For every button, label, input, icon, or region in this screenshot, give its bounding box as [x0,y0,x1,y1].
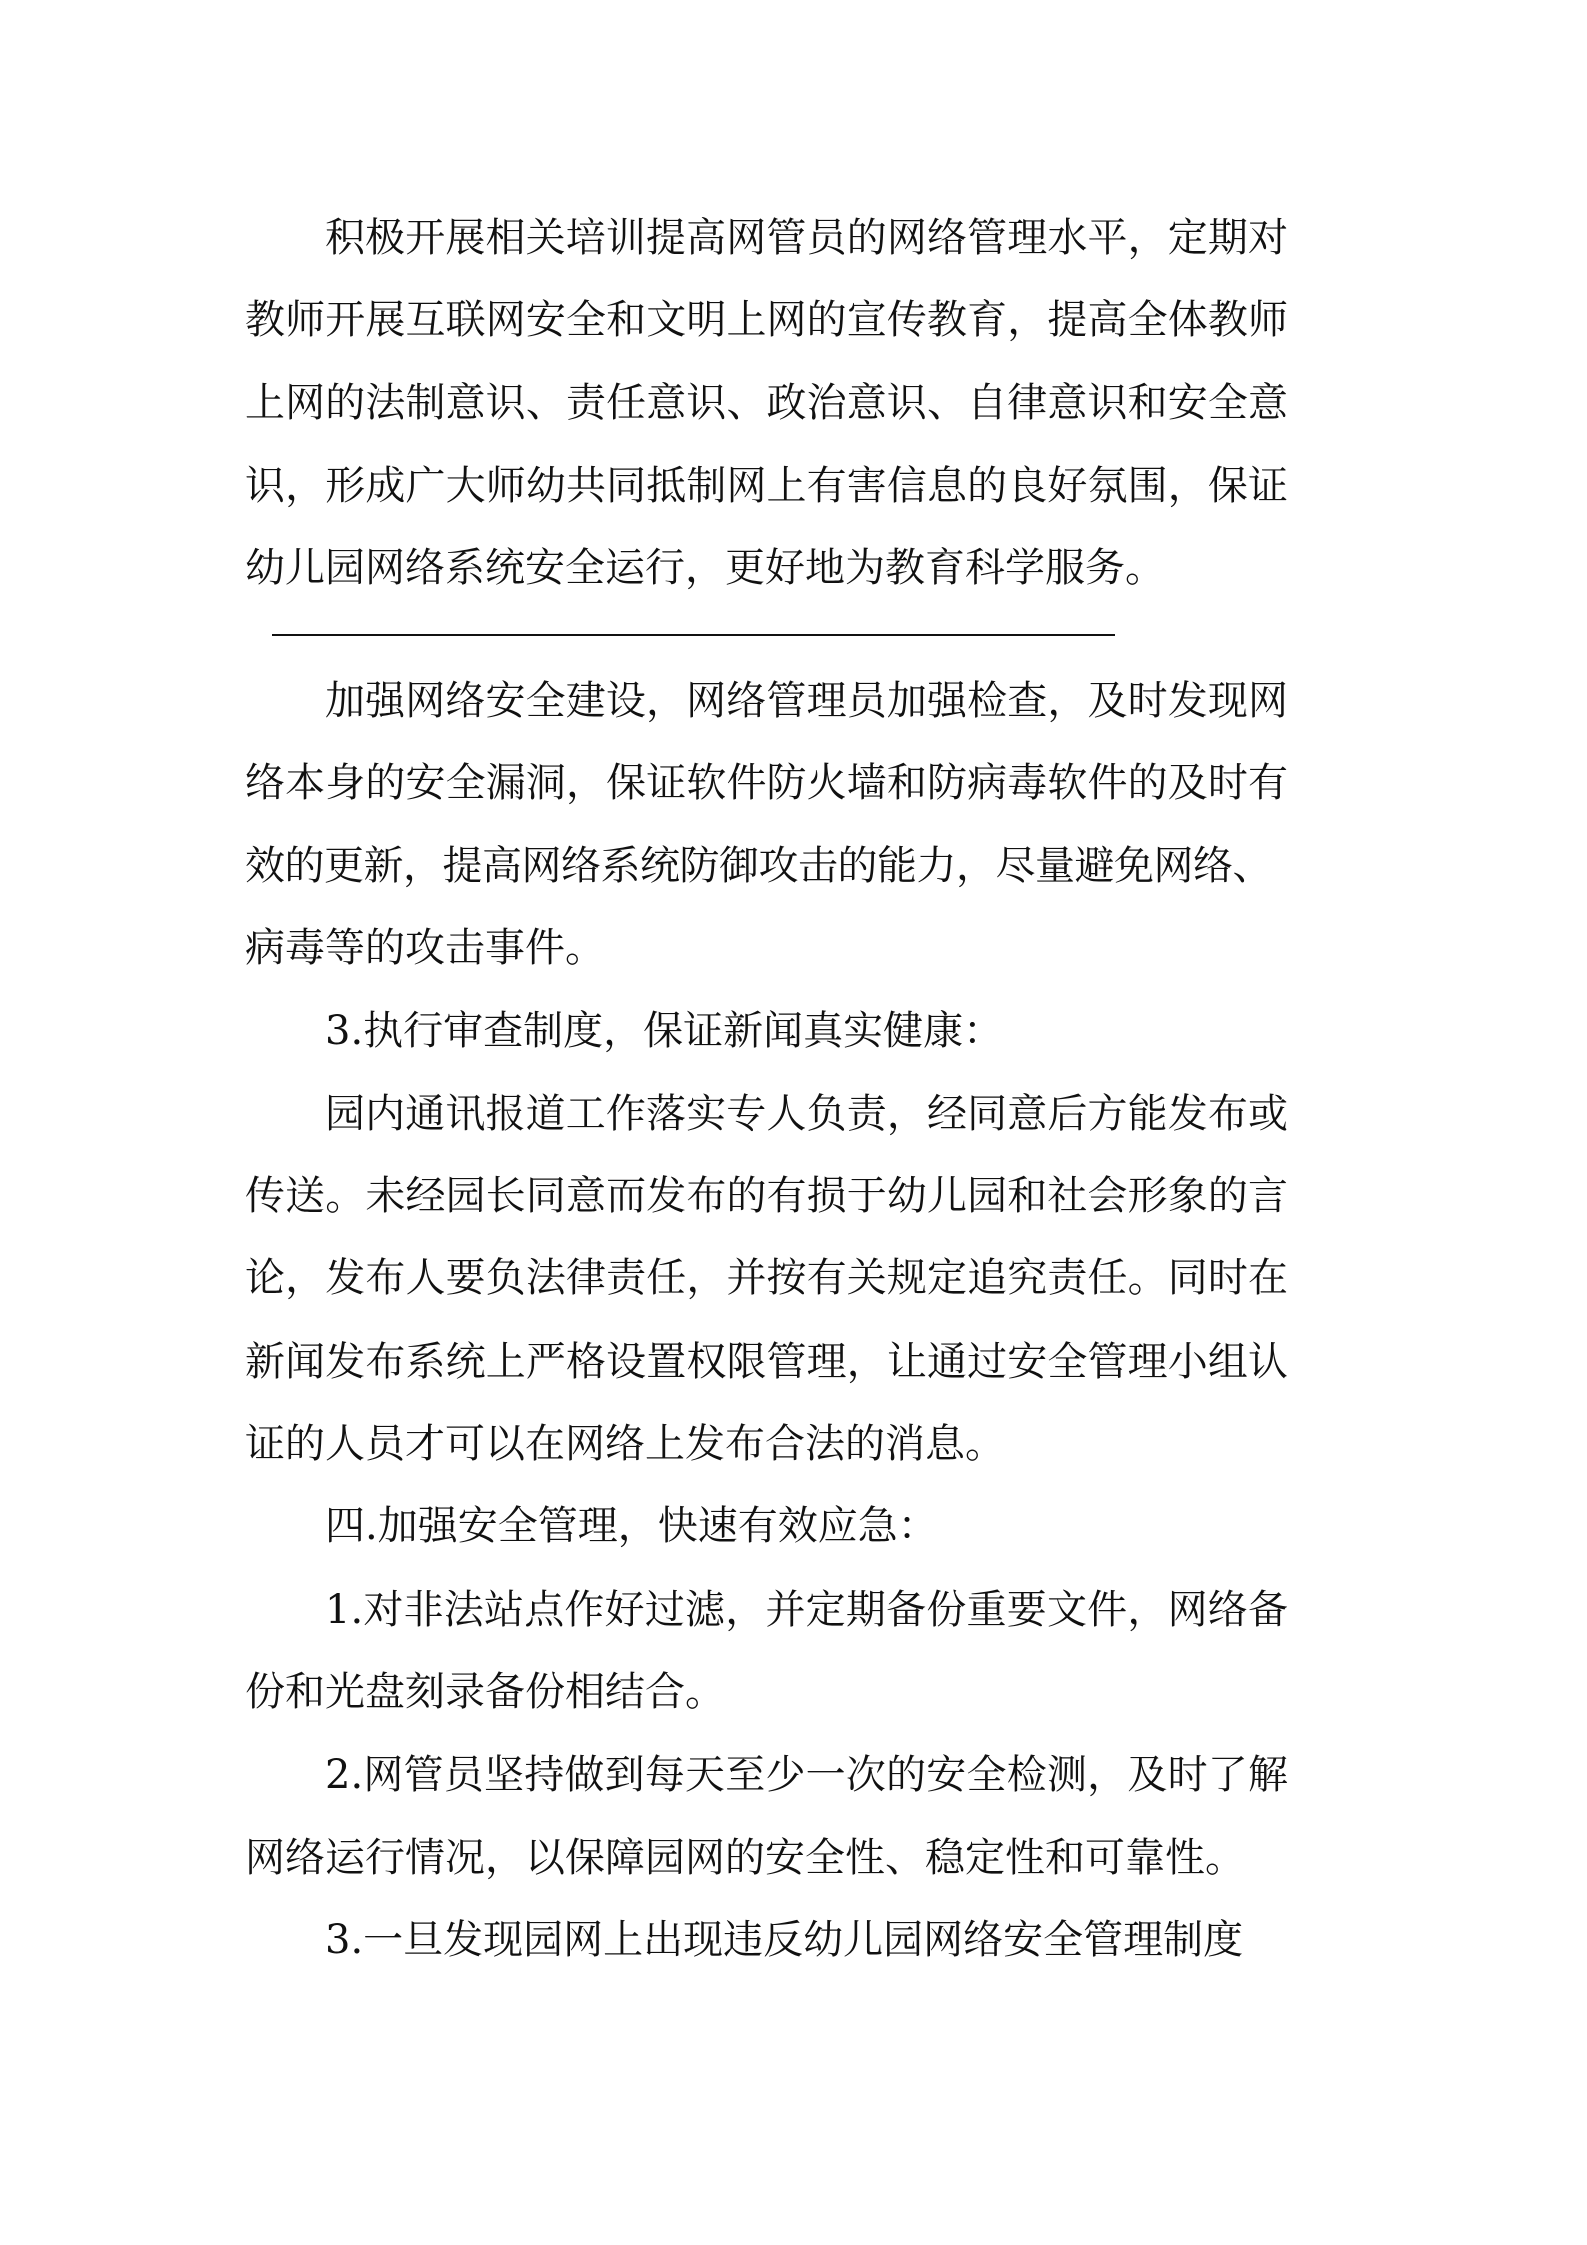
text-line: 网络运行情况，以保障园网的安全性、稳定性和可靠性。 [245,1835,1245,1881]
text-line: 2.网管员坚持做到每天至少一次的安全检测，及时了解 [325,1752,1288,1798]
text-line: 论，发布人要负法律责任，并按有关规定追究责任。同时在 [245,1255,1288,1301]
text-line: 加强网络安全建设，网络管理员加强检查，及时发现网 [325,678,1288,724]
text-line: 病毒等的攻击事件。 [245,925,605,971]
section-heading: 四.加强安全管理，快速有效应急： [325,1503,938,1549]
text-line: 上网的法制意识、责任意识、政治意识、自律意识和安全意 [245,380,1288,426]
text-line: 效的更新，提高网络系统防御攻击的能力，尽量避免网络、 [245,843,1272,889]
text-line: 园内通讯报道工作落实专人负责，经同意后方能发布或 [325,1091,1288,1137]
text-line: 新闻发布系统上严格设置权限管理，让通过安全管理小组认 [245,1339,1288,1385]
text-line: 传送。未经园长同意而发布的有损于幼儿园和社会形象的言 [245,1173,1288,1219]
text-line: 幼儿园网络系统安全运行，更好地为教育科学服务。 [245,545,1165,591]
text-line: 络本身的安全漏洞，保证软件防火墙和防病毒软件的及时有 [245,760,1288,806]
text-line: 证的人员才可以在网络上发布合法的消息。 [245,1421,1005,1467]
section-heading: 3.执行审查制度，保证新闻真实健康： [325,1008,1004,1054]
horizontal-rule [272,634,1115,636]
text-line: 1.对非法站点作好过滤，并定期备份重要文件，网络备 [325,1587,1288,1633]
text-line: 识，形成广大师幼共同抵制网上有害信息的良好氛围，保证 [245,463,1288,509]
text-line: 积极开展相关培训提高网管员的网络管理水平，定期对 [325,215,1288,261]
text-line: 份和光盘刻录备份相结合。 [245,1669,725,1715]
text-line: 3.一旦发现园网上出现违反幼儿园网络安全管理制度 [325,1917,1244,1963]
text-line: 教师开展互联网安全和文明上网的宣传教育，提高全体教师 [245,297,1288,343]
